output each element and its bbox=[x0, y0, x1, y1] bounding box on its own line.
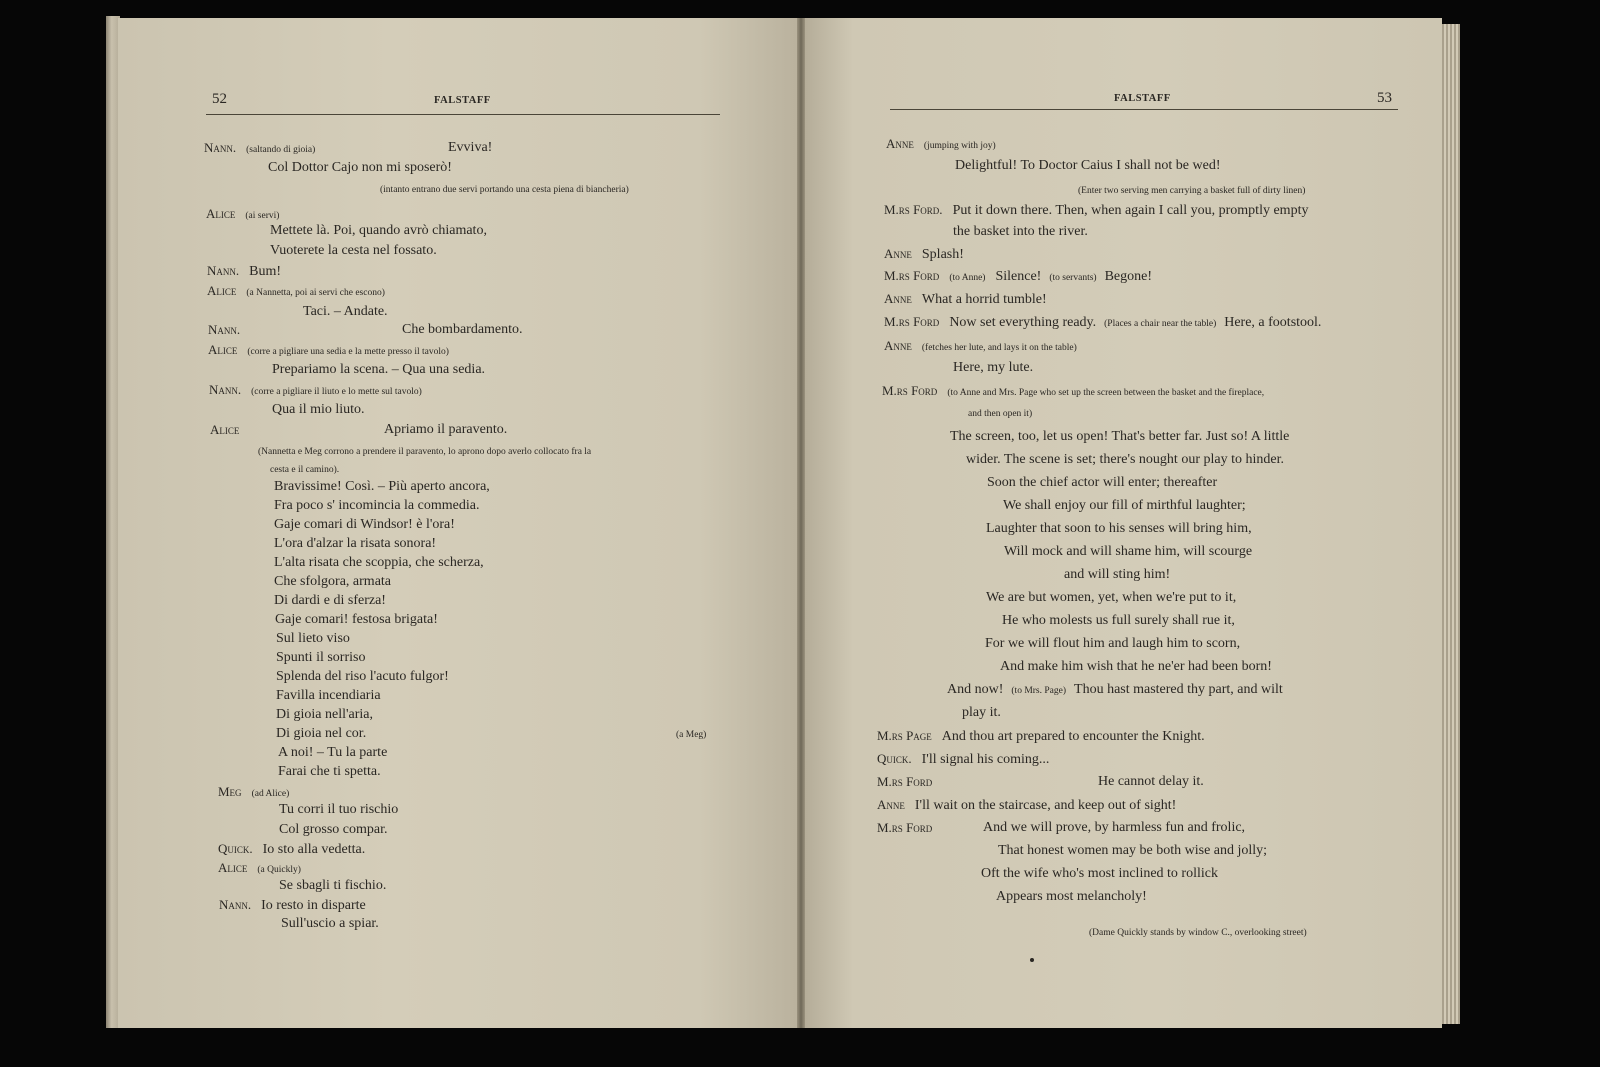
dialogue-text: Bum! bbox=[249, 264, 282, 279]
page-number-left: 52 bbox=[212, 91, 227, 107]
dialogue-text: play it. bbox=[962, 705, 1001, 720]
dialogue-text: That honest women may be both wise and jolly; bbox=[998, 843, 1268, 858]
text-line bbox=[953, 360, 1033, 376]
running-head-right: FALSTAFF bbox=[1114, 93, 1171, 104]
text-line bbox=[1000, 659, 1272, 675]
dialogue-text: Vuoterete la cesta nel fossato. bbox=[270, 243, 437, 258]
stage-direction: (Nannetta e Meg corrono a prendere il paravento, lo aprono dopo averlo collocato fra la bbox=[258, 447, 592, 457]
speaker-name: Quick. bbox=[218, 841, 253, 856]
dialogue-text: Se sbagli ti fischio. bbox=[279, 878, 387, 893]
dialogue-text: L'alta risata che scoppia, che scherza, bbox=[274, 555, 484, 570]
stage-direction: (corre a pigliare il liuto e lo mette sul tavolo) bbox=[251, 387, 422, 397]
text-line bbox=[1078, 182, 1305, 199]
text-line bbox=[270, 461, 339, 478]
dialogue-text: He cannot delay it. bbox=[1098, 774, 1204, 789]
dialogue-text: Prepariamo la scena. – Qua una sedia. bbox=[272, 362, 486, 377]
text-line bbox=[996, 889, 1147, 905]
stage-direction: (to Mrs. Page) bbox=[1011, 686, 1067, 696]
text-line bbox=[270, 223, 487, 239]
page-number-right: 53 bbox=[1377, 90, 1392, 106]
dialogue-text: Col grosso compar. bbox=[279, 822, 388, 837]
text-line bbox=[884, 338, 1077, 356]
text-line bbox=[218, 841, 365, 858]
text-line bbox=[218, 860, 301, 878]
text-line bbox=[276, 688, 381, 704]
ink-dot bbox=[1030, 958, 1034, 962]
dialogue-text: Appears most melancholy! bbox=[996, 889, 1147, 904]
dialogue-text: Silence! bbox=[995, 269, 1042, 284]
dialogue-text: Io sto alla vedetta. bbox=[262, 842, 366, 857]
stage-direction: (Places a chair near the table) bbox=[1104, 319, 1217, 329]
speaker-name: Alice bbox=[218, 860, 248, 875]
text-line bbox=[968, 405, 1032, 422]
dialogue-text: Soon the chief actor will enter; thereafter bbox=[987, 475, 1218, 490]
text-line bbox=[380, 181, 629, 198]
dialogue-text: Delightful! To Doctor Caius I shall not be wed! bbox=[955, 158, 1221, 173]
text-line bbox=[950, 429, 1289, 445]
text-line bbox=[208, 322, 240, 339]
text-line bbox=[886, 136, 996, 154]
text-line bbox=[219, 897, 366, 914]
dialogue-text: Col Dottor Cajo non mi sposerò! bbox=[268, 160, 452, 175]
text-line bbox=[884, 202, 1308, 219]
header-rule-right bbox=[890, 109, 1398, 110]
speaker-name: M.rs Ford. bbox=[884, 202, 943, 217]
dialogue-text: the basket into the river. bbox=[953, 224, 1088, 239]
dialogue-text: Farai che ti spetta. bbox=[278, 764, 381, 779]
text-line bbox=[279, 878, 386, 894]
dialogue-text: Taci. – Andate. bbox=[303, 304, 388, 319]
text-line bbox=[877, 797, 1176, 814]
dialogue-text: Fra poco s' incomincia la commedia. bbox=[274, 498, 480, 513]
text-line bbox=[998, 843, 1267, 859]
text-line bbox=[303, 304, 388, 320]
text-line bbox=[272, 402, 365, 418]
text-line bbox=[276, 669, 449, 685]
stage-direction: (corre a pigliare una sedia e la mette presso il tavolo) bbox=[247, 347, 449, 357]
dialogue-text: Qua il mio liuto. bbox=[272, 402, 365, 417]
speaker-name: Anne bbox=[884, 338, 912, 353]
speaker-name: Alice bbox=[210, 422, 240, 437]
dialogue-text: L'ora d'alzar la risata sonora! bbox=[274, 536, 437, 551]
text-line bbox=[207, 283, 385, 301]
dialogue-text: The screen, too, let us open! That's better far. Just so! A little bbox=[950, 429, 1290, 444]
text-line bbox=[985, 636, 1240, 652]
text-line bbox=[384, 422, 507, 438]
speaker-name: M.rs Ford bbox=[884, 314, 940, 329]
stage-direction: cesta e il camino). bbox=[270, 465, 340, 475]
dialogue-text: Di dardi e di sferza! bbox=[274, 593, 386, 608]
dialogue-text: Thou hast mastered thy part, and wilt bbox=[1074, 682, 1283, 697]
text-line bbox=[276, 707, 373, 723]
speaker-name: Quick. bbox=[877, 751, 912, 766]
text-line bbox=[983, 820, 1245, 836]
text-line bbox=[274, 517, 455, 533]
dialogue-text: Put it down there. Then, when again I call you, promptly empty bbox=[952, 203, 1309, 218]
stage-direction: (fetches her lute, and lays it on the table) bbox=[921, 343, 1077, 353]
speaker-name: Nann. bbox=[219, 897, 252, 912]
text-line bbox=[981, 866, 1218, 882]
text-line bbox=[962, 705, 1001, 721]
text-line bbox=[218, 784, 289, 802]
text-line bbox=[1098, 774, 1204, 790]
text-line bbox=[986, 590, 1236, 606]
text-line bbox=[986, 521, 1252, 537]
dialogue-text: Di gioia nell'aria, bbox=[276, 707, 373, 722]
speaker-name: Anne bbox=[877, 797, 905, 812]
text-line bbox=[274, 593, 386, 609]
dialogue-text: For we will flout him and laugh him to scorn, bbox=[985, 636, 1241, 651]
dialogue-text: Apriamo il paravento. bbox=[384, 422, 508, 437]
stage-direction: (ad Alice) bbox=[251, 789, 290, 799]
stage-direction: (to Anne) bbox=[949, 273, 986, 283]
text-line bbox=[884, 246, 964, 263]
running-head-left: FALSTAFF bbox=[434, 95, 491, 106]
dialogue-text: What a horrid tumble! bbox=[921, 292, 1047, 307]
stage-direction: (to servants) bbox=[1049, 273, 1097, 283]
stage-direction: (Dame Quickly stands by window C., overlooking street) bbox=[1089, 928, 1307, 938]
speaker-name: Nann. bbox=[207, 263, 240, 278]
dialogue-text: Will mock and will shame him, will scourge bbox=[1004, 544, 1253, 559]
stage-direction: (intanto entrano due servi portando una cesta piena di biancheria) bbox=[380, 185, 629, 195]
text-line bbox=[275, 612, 438, 628]
dialogue-text: Io resto in disparte bbox=[261, 898, 366, 913]
stage-direction: (a Nannetta, poi ai servi che escono) bbox=[246, 288, 385, 298]
dialogue-text: Now set everything ready. bbox=[949, 315, 1097, 330]
dialogue-text: Here, my lute. bbox=[953, 360, 1034, 375]
dialogue-text: Splash! bbox=[921, 247, 964, 262]
text-line bbox=[966, 452, 1284, 468]
text-line bbox=[274, 479, 490, 495]
text-line bbox=[208, 342, 449, 360]
dialogue-text: We are but women, yet, when we're put to it, bbox=[986, 590, 1237, 605]
text-line bbox=[882, 383, 1264, 401]
text-line bbox=[276, 726, 366, 742]
speaker-name: Anne bbox=[884, 291, 912, 306]
dialogue-text: We shall enjoy our fill of mirthful laughter; bbox=[1003, 498, 1246, 513]
text-line bbox=[402, 322, 523, 338]
dialogue-text: Mettete là. Poi, quando avrò chiamato, bbox=[270, 223, 487, 238]
text-line bbox=[279, 802, 398, 818]
text-line bbox=[884, 314, 1321, 332]
stage-direction: (to Anne and Mrs. Page who set up the screen between the basket and the fireplace, bbox=[947, 388, 1265, 398]
text-line bbox=[274, 555, 484, 571]
text-line bbox=[274, 574, 391, 590]
speaker-name: Nann. bbox=[209, 382, 242, 397]
text-line bbox=[274, 536, 436, 552]
text-line bbox=[1004, 544, 1252, 560]
speaker-name: Meg bbox=[218, 784, 242, 799]
stage-direction: (a Quickly) bbox=[257, 865, 301, 875]
text-line bbox=[272, 362, 485, 378]
dialogue-text: Laughter that soon to his senses will bring him, bbox=[986, 521, 1252, 536]
dialogue-text: Splenda del riso l'acuto fulgor! bbox=[276, 669, 449, 684]
text-line bbox=[209, 382, 422, 400]
stage-direction: (ai servi) bbox=[245, 211, 280, 221]
dialogue-text: Begone! bbox=[1104, 269, 1153, 284]
stage-direction: (a Meg) bbox=[676, 730, 707, 740]
text-line bbox=[210, 422, 239, 439]
text-line bbox=[276, 650, 365, 666]
text-line bbox=[1003, 498, 1246, 514]
speaker-name: Alice bbox=[208, 342, 238, 357]
dialogue-text: Gaje comari! festosa brigata! bbox=[275, 612, 438, 627]
dialogue-text: Favilla incendiaria bbox=[276, 688, 381, 703]
dialogue-text: Di gioia nel cor. bbox=[276, 726, 367, 741]
text-line bbox=[947, 682, 1283, 699]
text-line bbox=[278, 764, 381, 780]
text-line bbox=[1089, 924, 1307, 941]
dialogue-text: Spunti il sorriso bbox=[276, 650, 366, 665]
speaker-name: M.rs Page bbox=[877, 728, 932, 743]
dialogue-text: And make him wish that he ne'er had been born! bbox=[1000, 659, 1272, 674]
speaker-name: Anne bbox=[886, 136, 914, 151]
text-line bbox=[884, 268, 1152, 286]
dialogue-text: Evviva! bbox=[448, 140, 493, 155]
dialogue-text: and will sting him! bbox=[1064, 567, 1171, 582]
text-line bbox=[278, 745, 387, 761]
dialogue-text: He who molests us full surely shall rue it, bbox=[1002, 613, 1235, 628]
dialogue-text: A noi! – Tu la parte bbox=[278, 745, 388, 760]
dialogue-text: Sul lieto viso bbox=[276, 631, 350, 646]
text-line bbox=[676, 726, 706, 743]
speaker-name: M.rs Ford bbox=[882, 383, 938, 398]
speaker-name: Nann. bbox=[208, 322, 241, 337]
speaker-name: M.rs Ford bbox=[877, 774, 933, 789]
dialogue-text: Gaje comari di Windsor! è l'ora! bbox=[274, 517, 455, 532]
text-line bbox=[1064, 567, 1170, 583]
text-line bbox=[279, 822, 388, 838]
dialogue-text: Here, a footstool. bbox=[1224, 315, 1322, 330]
text-line bbox=[877, 728, 1205, 745]
text-line bbox=[204, 140, 315, 158]
dialogue-text: Oft the wife who's most inclined to rollick bbox=[981, 866, 1218, 881]
text-line bbox=[953, 224, 1088, 240]
speaker-name: Alice bbox=[207, 283, 237, 298]
dialogue-text: I'll wait on the staircase, and keep out of sight! bbox=[914, 798, 1177, 813]
text-line bbox=[207, 263, 281, 280]
book-gutter bbox=[797, 18, 805, 1028]
dialogue-text: And we will prove, by harmless fun and frolic, bbox=[983, 820, 1246, 835]
text-line bbox=[274, 498, 479, 514]
text-line bbox=[877, 820, 932, 837]
speaker-name: M.rs Ford bbox=[884, 268, 940, 283]
stage-direction: (jumping with joy) bbox=[923, 141, 996, 151]
text-line bbox=[877, 774, 932, 791]
text-line bbox=[258, 443, 591, 460]
dialogue-text: Che bombardamento. bbox=[402, 322, 523, 337]
text-line bbox=[281, 916, 379, 932]
speaker-name: Anne bbox=[884, 246, 912, 261]
text-line bbox=[276, 631, 350, 647]
speaker-name: Alice bbox=[206, 206, 236, 221]
text-line bbox=[987, 475, 1217, 491]
dialogue-text: wider. The scene is set; there's nought our play to hinder. bbox=[966, 452, 1284, 467]
dialogue-text: I'll signal his coming... bbox=[921, 752, 1050, 767]
dialogue-text: And now! bbox=[947, 682, 1004, 697]
text-line bbox=[270, 243, 437, 259]
dialogue-text: Bravissime! Così. – Più aperto ancora, bbox=[274, 479, 490, 494]
stage-direction: (saltando di gioia) bbox=[246, 145, 316, 155]
dialogue-text: And thou art prepared to encounter the Knight. bbox=[941, 729, 1205, 744]
dialogue-text: Sull'uscio a spiar. bbox=[281, 916, 379, 931]
speaker-name: Nann. bbox=[204, 140, 237, 155]
text-line bbox=[448, 140, 492, 156]
stage-direction: and then open it) bbox=[968, 409, 1033, 419]
dialogue-text: Tu corri il tuo rischio bbox=[279, 802, 399, 817]
speaker-name: M.rs Ford bbox=[877, 820, 933, 835]
text-line bbox=[884, 291, 1047, 308]
text-line bbox=[877, 751, 1049, 768]
header-rule-left bbox=[206, 114, 720, 115]
text-line bbox=[268, 160, 452, 176]
text-line bbox=[955, 158, 1221, 174]
dialogue-text: Che sfolgora, armata bbox=[274, 574, 392, 589]
text-line bbox=[1002, 613, 1235, 629]
stage-direction: (Enter two serving men carrying a basket full of dirty linen) bbox=[1078, 186, 1306, 196]
text-line bbox=[206, 206, 279, 224]
